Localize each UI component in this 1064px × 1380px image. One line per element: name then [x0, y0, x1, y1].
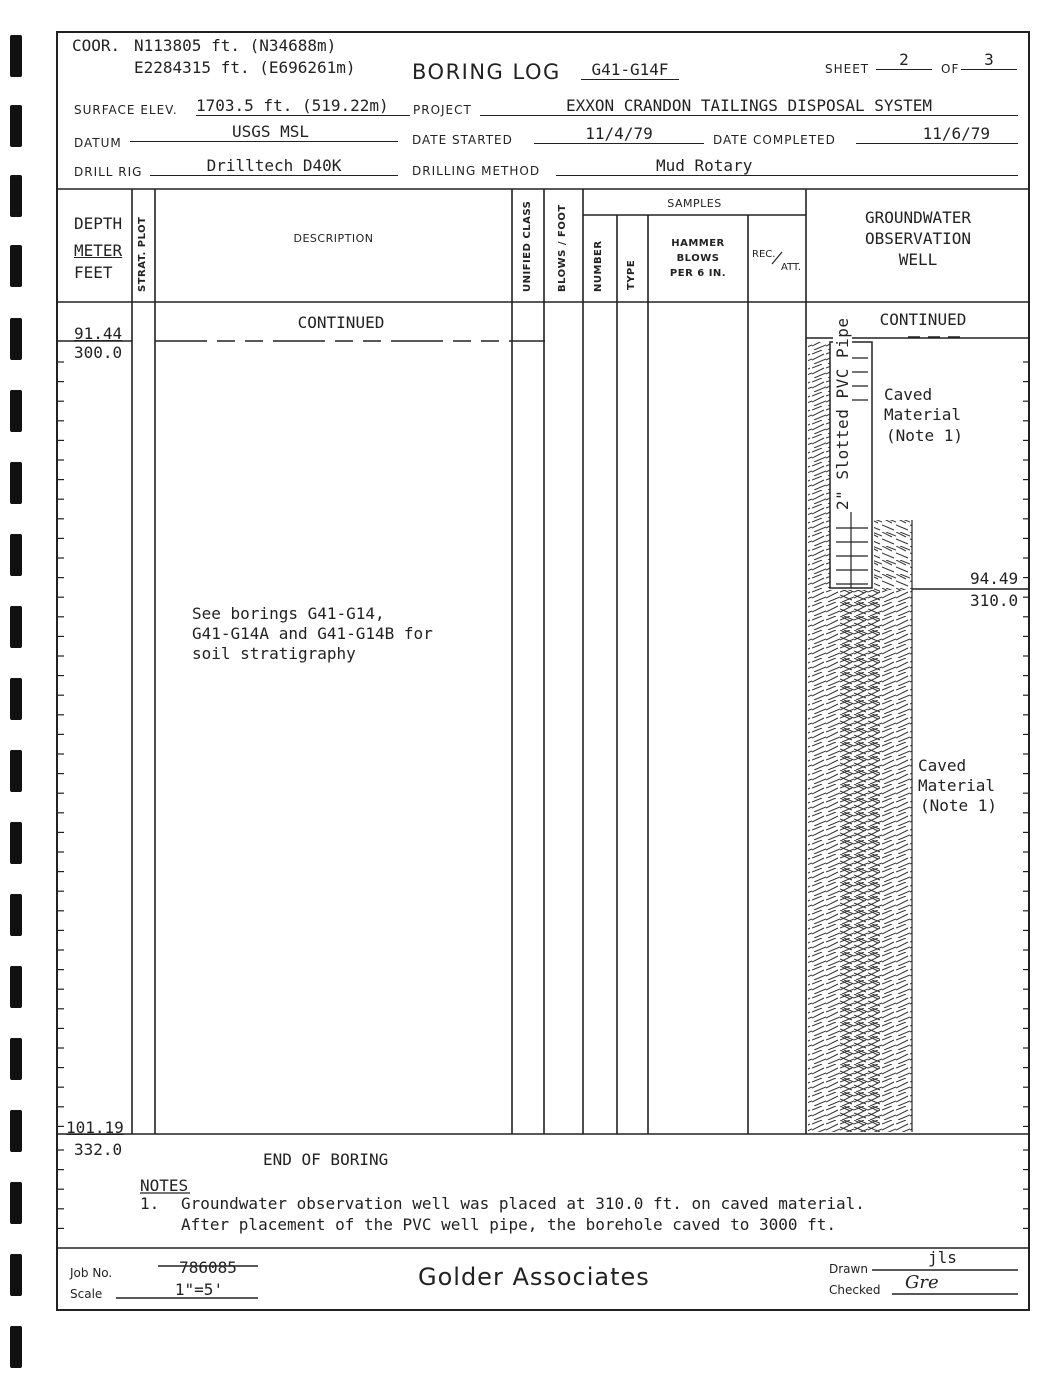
rec-att-slash	[770, 250, 784, 266]
sheet-total: 3	[961, 50, 1017, 70]
boring-id: G41-G14F	[581, 60, 679, 80]
col-hammer-1: HAMMER	[671, 238, 725, 249]
description-line-3: soil stratigraphy	[192, 644, 356, 663]
datum: USGS MSL	[130, 122, 398, 142]
sheet-label: SHEET	[825, 62, 870, 76]
description-line-1: See borings G41-G14,	[192, 604, 385, 623]
coor-label: COOR.	[72, 36, 121, 55]
pipe-label: 2" Slotted PVC Pipe	[833, 317, 852, 510]
of-label: OF	[941, 62, 960, 76]
col-att: ATT.	[781, 262, 802, 273]
well-diagram	[808, 342, 912, 1132]
note-line-2: After placement of the PVC well pipe, the borehole caved to 3000 ft.	[181, 1215, 837, 1234]
caved-lower-2: Material	[918, 776, 996, 795]
col-gw-3: WELL	[898, 250, 938, 269]
caved-upper-1: Caved	[884, 385, 933, 404]
scale-value: 1"=5'	[174, 1280, 224, 1299]
project-name: EXXON CRANDON TAILINGS DISPOSAL SYSTEM	[480, 96, 1018, 116]
scale-label: Scale	[70, 1287, 103, 1301]
col-unified-class: UNIFIED CLASS	[522, 200, 533, 292]
continued-well: CONTINUED	[879, 310, 967, 329]
continued-dash	[908, 334, 968, 340]
col-hammer-2: BLOWS	[676, 253, 720, 264]
drilling-method-label: DRILLING METHOD	[412, 164, 541, 178]
col-depth: DEPTH	[74, 214, 123, 233]
caved-lower-1: Caved	[918, 756, 967, 775]
drawn-by: jls	[928, 1248, 957, 1267]
continued-description: CONTINUED	[297, 313, 385, 332]
col-rec: REC.	[752, 249, 776, 260]
depth-mid-feet: 310.0	[970, 591, 1019, 610]
sheet-number: 2	[876, 50, 932, 70]
col-strat-plot: STRAT. PLOT	[137, 216, 148, 292]
col-blows-foot: BLOWS / FOOT	[557, 204, 568, 292]
drill-rig: Drilltech D40K	[150, 156, 398, 176]
col-number: NUMBER	[593, 240, 604, 292]
depth-top-meters: 91.44	[74, 324, 123, 343]
coor-north: N113805 ft. (N34688m)	[134, 36, 337, 55]
depth-bottom-feet: 332.0	[74, 1140, 123, 1159]
coor-east: E2284315 ft. (E696261m)	[134, 58, 356, 77]
depth-top-feet: 300.0	[74, 343, 123, 362]
col-gw-2: OBSERVATION	[865, 229, 971, 248]
drill-rig-label: DRILL RIG	[74, 165, 143, 179]
col-type: TYPE	[626, 259, 637, 290]
date-completed-label: DATE COMPLETED	[713, 133, 836, 147]
note-line-1: Groundwater observation well was placed at 310.0 ft. on caved material.	[181, 1194, 865, 1213]
checked-label: Checked	[829, 1283, 881, 1297]
col-feet: FEET	[74, 263, 113, 282]
job-number: 786085	[179, 1258, 237, 1277]
drawn-label: Drawn	[829, 1262, 868, 1276]
project-label: PROJECT	[413, 103, 472, 117]
notes-label: NOTES	[140, 1176, 189, 1195]
col-meter: METER	[74, 241, 123, 260]
date-started-label: DATE STARTED	[412, 133, 513, 147]
surface-elev: 1703.5 ft. (519.22m)	[196, 96, 410, 116]
depth-mid-meters: 94.49	[970, 569, 1019, 588]
date-completed: 11/6/79	[856, 124, 1018, 144]
company-name: Golder Associates	[418, 1263, 650, 1291]
checked-signature: Gre	[905, 1272, 939, 1293]
page-title: BORING LOG	[412, 60, 561, 84]
depth-bottom-meters: 101.19	[66, 1118, 124, 1137]
description-line-2: G41-G14A and G41-G14B for	[192, 624, 433, 643]
caved-lower-3: (Note 1)	[920, 796, 998, 815]
col-samples: SAMPLES	[667, 197, 722, 210]
note-number: 1.	[140, 1194, 160, 1213]
col-description: DESCRIPTION	[293, 232, 374, 245]
drilling-method: Mud Rotary	[556, 156, 1018, 176]
col-gw-1: GROUNDWATER	[865, 208, 971, 227]
surface-elev-label: SURFACE ELEV.	[74, 103, 178, 117]
caved-upper-2: Material	[884, 405, 962, 424]
col-hammer-3: PER 6 IN.	[669, 268, 727, 279]
job-label: Job No.	[70, 1266, 113, 1280]
datum-label: DATUM	[74, 136, 122, 150]
date-started: 11/4/79	[534, 124, 704, 144]
caved-upper-3: (Note 1)	[886, 426, 964, 445]
end-of-boring: END OF BORING	[263, 1150, 389, 1169]
